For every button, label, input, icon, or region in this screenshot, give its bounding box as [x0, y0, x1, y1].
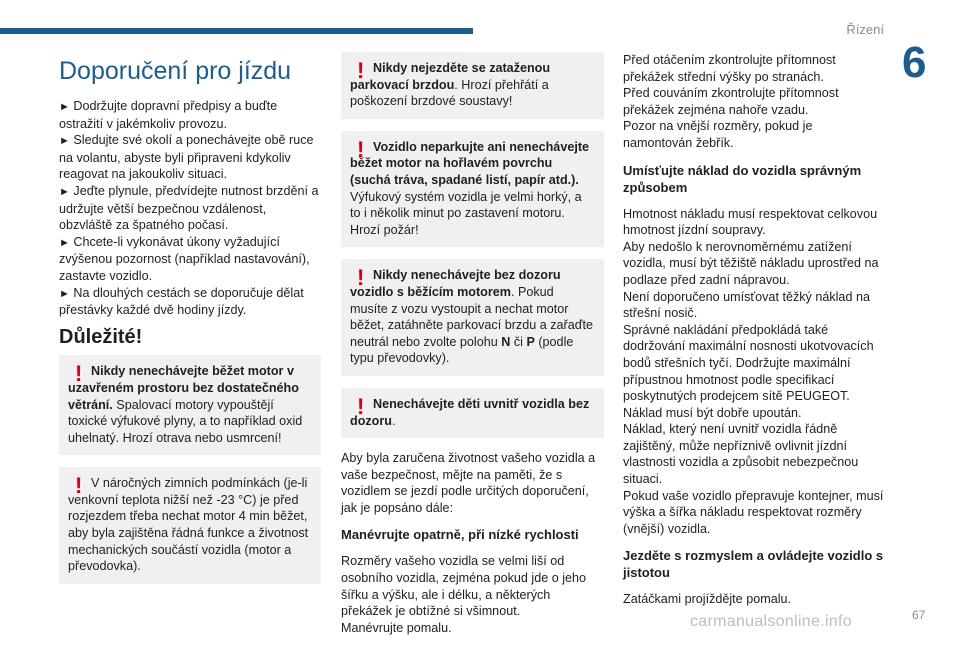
exclamation-icon: !: [357, 58, 365, 83]
page-title: Doporučení pro jízdu: [59, 57, 292, 85]
bullet-item: ► Chcete-li vykonávat úkony vyžadující zvýšenou pozornost (například nastavování), zastavte vozidlo.: [59, 234, 310, 283]
warning-box: [59, 467, 321, 584]
paragraph: Aby byla zaručena životnost vašeho vozidla a vaše bezpečnost, mějte na paměti, že s vozidlem se jezdí podle určitých doporučení, jak je popsáno dále:: [341, 451, 596, 515]
exclamation-icon: !: [357, 136, 365, 162]
warning-box: [341, 388, 604, 438]
bullet-item: ► Na dlouhých cestách se doporučuje dělat přestávky každé dvě hodiny jízdy.: [59, 285, 304, 318]
bullet-arrow-icon: ►: [59, 135, 70, 148]
subheading: Manévrujte opatrně, při nízké rychlosti: [341, 527, 579, 543]
important-heading: Důležité!: [59, 325, 143, 348]
bullet-arrow-icon: ►: [59, 236, 70, 249]
bullet-item: ► Jeďte plynule, předvídejte nutnost brzdění a udržujte větší bezpečnou vzdálenost, obzvláště za špatného počasí.: [59, 183, 319, 233]
warning-text: Nikdy nenechávejte běžet motor v uzavřeném prostoru bez dostatečného větrání. Spalovací motory vypouštějí toxické výfukové plyny, a to například oxid uhelnatý. Hrozí otrava nebo usmrcení!: [68, 364, 303, 445]
section-title: Řízení: [846, 22, 884, 37]
warning-text: Nikdy nejezděte se zataženou parkovací brzdou. Hrozí přehřátí a poškození brzdové soustavy!: [350, 61, 551, 109]
column-3: [623, 52, 885, 608]
warning-text: Nikdy nenechávejte bez dozoru vozidlo s běžícím motorem. Pokud musíte z vozu vystoupit a nechat motor běžet, zatáhněte parkovací brzdu a zařaďte neutrál nebo zvolte polohu N či P (podle typu převodovky).: [350, 268, 593, 366]
paragraph: Zatáčkami projíždějte pomalu.: [623, 592, 791, 607]
column-2: [341, 52, 604, 646]
paragraph: Hmotnost nákladu musí respektovat celkovou hmotnost jízdní soupravy.: [623, 206, 878, 238]
watermark: carmanualsonline.info: [690, 613, 852, 630]
exclamation-icon: !: [75, 473, 83, 499]
paragraph: Aby nedošlo k nerovnoměrnému zatížení vozidla, musí být těžiště nákladu uprostřed na podlaze před zadní nápravou.: [623, 239, 879, 287]
exclamation-icon: !: [75, 361, 83, 387]
paragraph: Pozor na vnější rozměry, pokud je namontován žebřík.: [623, 119, 813, 150]
paragraph: Správné nakládání předpokládá také dodržování maximální nosnosti ukotvovacích bodů střešních tyčí. Dodržujte maximální přípustnou hmotnost podle specifikací poskytnutých prodejcem sítě PEUGEOT.: [623, 322, 874, 404]
warning-text: Vozidlo neparkujte ani nenechávejte běžet motor na hořlavém povrchu (suchá tráva, spadané listí, papír atd.). Výfukový systém vozidla je velmi horký, a to i několik minut po zastavení motoru. Hrozí požár!: [350, 139, 590, 237]
paragraph: Náklad, který není uvnitř vozidla řádně zajištěný, může nepříznivě ovlivnit jízdní vlastnosti vozidla a způsobit nebezpečnou situaci.: [623, 422, 859, 487]
paragraph: Pokud vaše vozidlo přepravuje kontejner, musí výška a šířka nákladu respektovat rozměry (vnější) vozidla.: [623, 488, 884, 536]
header-accent-bar: [0, 28, 473, 34]
paragraph: Není doporučeno umísťovat těžký náklad na střešní nosič.: [623, 289, 870, 321]
paragraph: Manévrujte pomalu.: [341, 620, 452, 635]
warning-text: V náročných zimních podmínkách (je-li venkovní teplota nižší než -23 °C) je před rozjezdem třeba nechat motor 4 min běžet, aby byla zajištěna řádná funkce a životnost mechanických součástí vozidla (motor a převodovka).: [68, 476, 309, 574]
paragraph: Rozměry vašeho vozidla se velmi liší od osobního vozidla, zejména pokud jde o jeho šířku a výšku, ale i délku, a některých překážek je obtížné si všimnout.: [341, 554, 587, 619]
bullet-item: ► Sledujte své okolí a ponechávejte obě ruce na volantu, abyste byli připraveni kdykoliv reagovat na jakoukoliv situaci.: [59, 133, 314, 182]
paragraph: Před otáčením zkontrolujte přítomnost překážek střední výšky po stranách.: [623, 53, 836, 84]
warning-box: [59, 355, 321, 455]
paragraph: Před couváním zkontrolujte přítomnost překážek zejména nahoře vzadu.: [623, 86, 839, 117]
subheading: Jezděte s rozmyslem a ovládejte vozidlo s jistotou: [623, 548, 884, 581]
exclamation-icon: !: [357, 393, 365, 419]
subheading: Umísťujte náklad do vozidla správným způsobem: [623, 162, 862, 195]
paragraph: Náklad musí být dobře upoután.: [623, 405, 802, 420]
bullet-arrow-icon: ►: [59, 287, 70, 300]
exclamation-icon: !: [357, 265, 365, 291]
warning-box: [341, 52, 604, 119]
page-number: 67: [912, 608, 926, 622]
warning-box: [341, 131, 604, 248]
bullet-arrow-icon: ►: [59, 101, 70, 113]
warning-box: [341, 259, 604, 376]
column-1: [59, 52, 321, 596]
chapter-number: 6: [902, 38, 927, 87]
warning-text: Nenechávejte děti uvnitř vozidla bez dozoru.: [350, 396, 590, 428]
bullet-item: ► Dodržujte dopravní předpisy a buďte ostražití v jakémkoliv provozu.: [59, 99, 278, 131]
bullet-arrow-icon: ►: [59, 185, 70, 198]
